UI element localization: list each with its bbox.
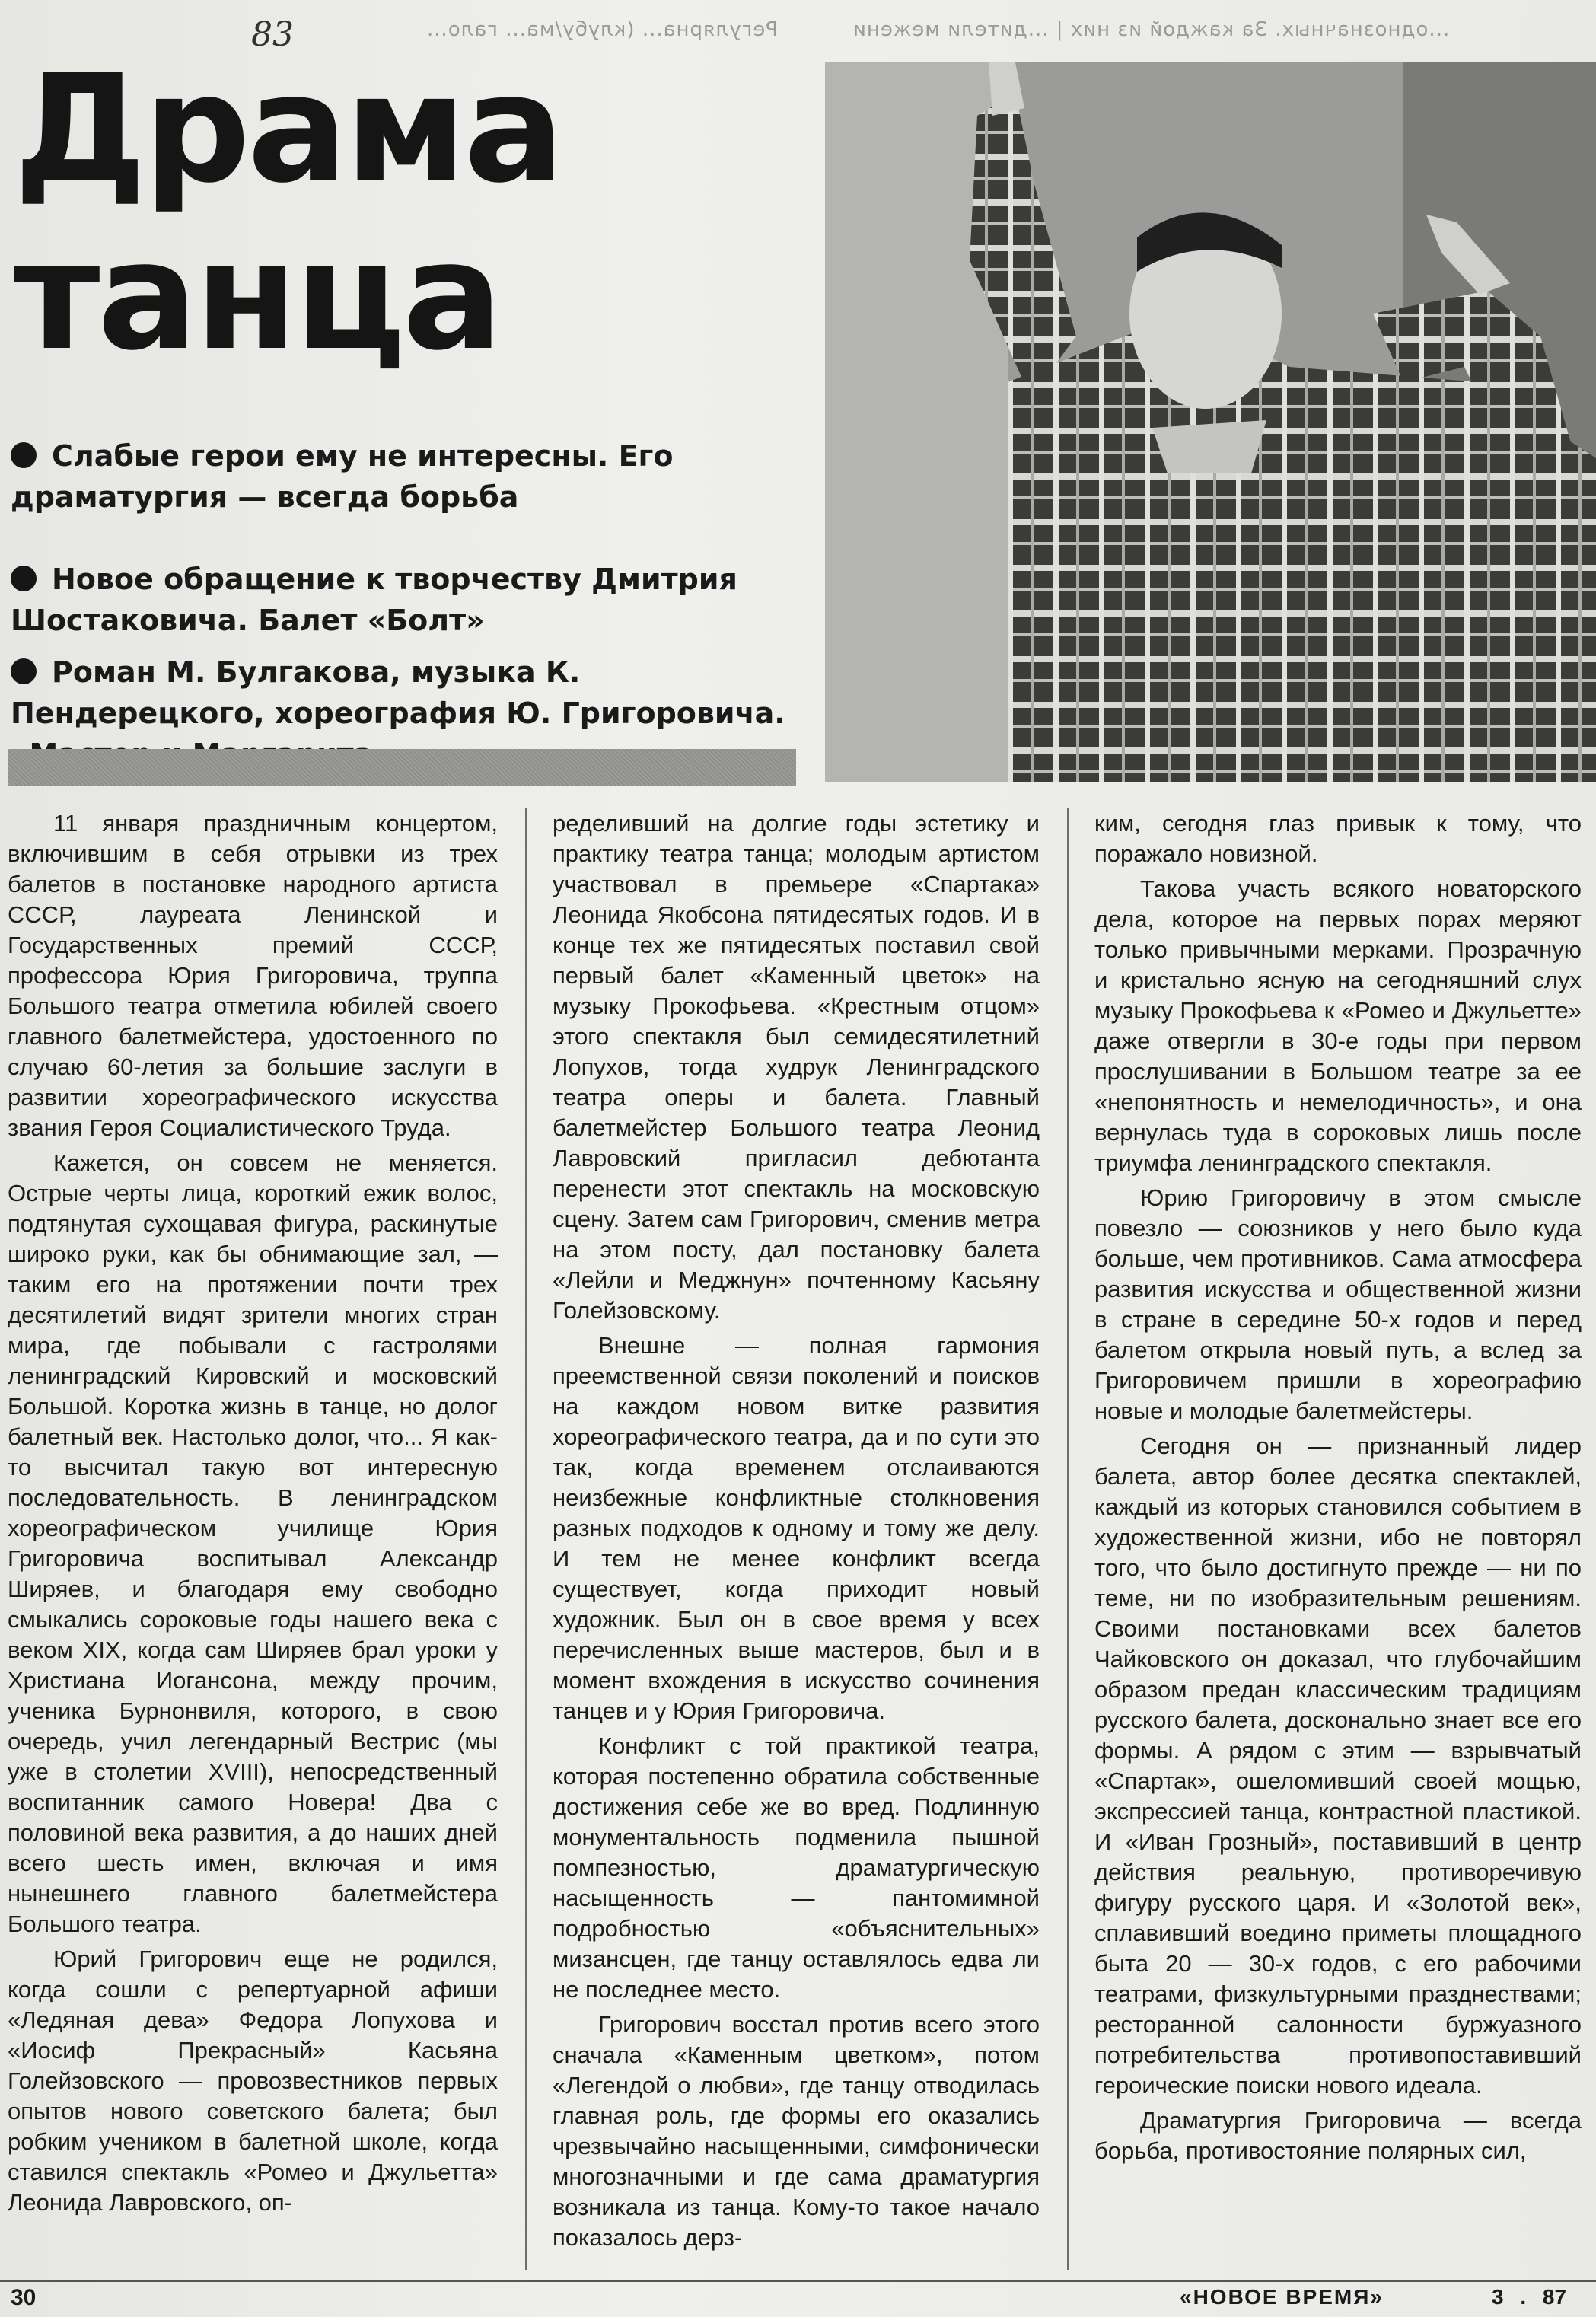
issue-number: 3 . 87: [1492, 2285, 1567, 2309]
article-column-1: [8, 808, 498, 2277]
deck-item-2: [11, 559, 802, 641]
paragraph: 11 января праздничным концертом, включившим в себя отрывки из трех балетов в постановке народного артиста СССР, лауреата Ленинской и Государственных премий СССР, профессора Юрия Григоровича, труппа Большого театра отметила юбилей своего главного балетмейстера, удостоенного по случаю 60-летия за большие заслуги в развитии хореографического искусства звания Героя Социалистического Труда.: [8, 810, 498, 1141]
page-number: 30: [11, 2285, 37, 2310]
deck-text-3: Роман М. Булгакова, музыка К. Пендерецкого, хореография Ю. Григоровича.: [11, 655, 785, 730]
paragraph: Юрий Григорович еще не родился, когда сошли с репертуарной афиши «Ледяная дева» Федора Лопухова и «Иосиф Прекрасный» Касьяна Голейзовского — провозвестников первых опытов нового советского балета; был робким учеником в балетной школе, когда ставился спектакль «Ромео и Джульетта» Леонида Лавровского, оп-: [8, 1946, 498, 2216]
bullet-icon: [11, 442, 37, 468]
bleed-through-text-left: Регулярна... (клубу/ма... гало...: [426, 18, 779, 41]
paragraph: Конфликт с той практикой театра, которая постепенно обратила собственные достижения себе же во вред. Подлинную монументальность подменила пышной помпезностью, драматургическую насыщенность — пантомимной подробностью «объяснительных» мизансцен, где танцу оставлялось едва ли не последнее место.: [553, 1732, 1040, 2003]
handwritten-page-mark: 83: [251, 15, 294, 54]
halftone-divider-bar: [8, 749, 796, 786]
bleed-through-text-right: ...однозначных. За каждой из них | ...дители межени: [852, 18, 1450, 41]
paragraph: Такова участь всякого новаторского дела, которое на первых порах меряют только привычными мерками. Прозрачную и кристально ясную на сегодняшний слух музыку Прокофьева к «Ромео и Джульетте» даже отвергли в 30-е годы при первом прослушивании в Большом театре за ее «непонятность и немелодичность», и она вернулась туда в сороковых лишь после триумфа ленинградского спектакля.: [1094, 875, 1582, 1176]
paragraph: Сегодня он — признанный лидер балета, автор более десятка спектаклей, каждый из которых становился событием в художественной жизни, ибо не повторял того, что было достигнуто прежде — ни по теме, ни по изобразительным решениям. Своими постановками всех балетов Чайковского он доказал, что глубочайшим образом предан классическим традициям русского балета, досконально знает все его формы. А рядом с этим — взрывчатый «Спартак», ошеломивший своей мощью, экспрессией танца, контрастной пластикой. И «Иван Грозный», поставивший в центр действия реальную, противоречивую фигуру русского царя. И «Золотой век», сплавивший воедино приметы площадного быта 20 — 30-х годов, с его рабочими театрами, физкультурными празднествами; ресторанной салонности буржуазного потребительства противопоставивший героические поиски нового идеала.: [1094, 1433, 1582, 2099]
deck-text-1: Слабые герои ему не интересны. Его драматургия — всегда борьба: [11, 439, 674, 514]
article-column-2: [553, 808, 1040, 2277]
footer-rule: [0, 2280, 1596, 2282]
headline-line-2: танца: [14, 210, 500, 384]
article-column-3: [1094, 808, 1582, 2277]
publication-name: «НОВОЕ ВРЕМЯ»: [1180, 2285, 1384, 2309]
deck-item-1: [11, 435, 802, 518]
paragraph: ким, сегодня глаз привык к тому, что поражало новизной.: [1094, 810, 1582, 867]
paragraph: Драматургия Григоровича — всегда борьба, противостояние полярных сил,: [1094, 2107, 1582, 2164]
paragraph: Григорович восстал против всего этого сначала «Каменным цветком», потом «Легендой о любви», где танцу отводилась главная роль, где формы его оказались чрезвычайно насыщенными, симфонически многозначными и где сама драматургия возникала из танца. Кому-то такое начало показалось дерз-: [553, 2011, 1040, 2251]
deck-text-2: Новое обращение к творчеству Дмитрия Шостаковича. Балет «Болт»: [11, 563, 737, 637]
column-rule: [1067, 808, 1069, 2270]
paragraph: Кажется, он совсем не меняется. Острые черты лица, короткий ежик волос, подтянутая сухощавая фигура, раскинутые широко руки, как бы обнимающие зал, — таким его на протяжении почти трех десятилетий видят зрители многих стран мира, где побывали с гастролями ленинградский Кировский и московский Большой. Коротка жизнь в танце, но долог балетный век. Настолько долог, что... Я как-то высчитал такую вот интересную последовательность. В ленинградском хореографическом училище Юрия Григоровича воспитывал Александр Ширяев, и благодаря ему свободно смыкались сороковые годы нашего века с веком XIX, когда сам Ширяев брал уроки у Христиана Иогансона, между прочим, ученика Бурнонвиля, которого, в свою очередь, учил легендарный Вестрис (мы уже в столетии XVIII), непосредственный воспитанник самого Новера! Два с половиной века развития, а до наших дней всего шесть имен, включая и имя нынешнего главного балетмейстера Большого театра.: [8, 1149, 498, 1937]
bullet-icon: [11, 658, 37, 684]
bullet-icon: [11, 566, 37, 591]
dancer-photo: [825, 62, 1596, 782]
column-rule: [525, 808, 527, 2270]
paragraph: Юрию Григоровичу в этом смысле повезло — союзников у него было куда больше, чем противников. Сама атмосфера развития искусства и общественной жизни в стране в середине 50-х годов и перед балетом открыла новый путь, а вслед за Григоровичем пришли в хореографию новые и молодые балетмейстеры.: [1094, 1184, 1582, 1424]
paragraph: ределивший на долгие годы эстетику и практику театра танца; молодым артистом участвовал в премьере «Спартака» Леонида Якобсона пятидесятых годов. И в конце тех же пятидесятых поставил свой первый балет «Каменный цветок» на музыку Прокофьева. «Крестным отцом» этого спектакля был семидесятилетний Лопухов, тогда худрук Ленинградского театра оперы и балета. Главный балетмейстер Большого театра Леонид Лавровский пригласил дебютанта перенести этот спектакль на московскую сцену. Затем сам Григорович, сменив метра на этом посту, дал постановку балета «Лейли и Меджнун» почтенному Касьяну Голейзовскому.: [553, 810, 1040, 1324]
headline-line-1: Драма: [14, 43, 562, 216]
paragraph: Внешне — полная гармония преемственной связи поколений и поисков на каждом новом витке развития хореографического театра, да и по сути это так, когда временем отслаиваются неизбежные конфликтные столкновения разных подходов к одному и тому же делу. И тем не менее конфликт всегда существует, когда приходит новый художник. Был он в свое время у всех перечисленных выше мастеров, был и в момент вхождения в искусство сочинения танцев и у Юрия Григоровича.: [553, 1332, 1040, 1724]
dancer-photo-icon: [825, 62, 1596, 782]
article-headline: [14, 43, 562, 384]
